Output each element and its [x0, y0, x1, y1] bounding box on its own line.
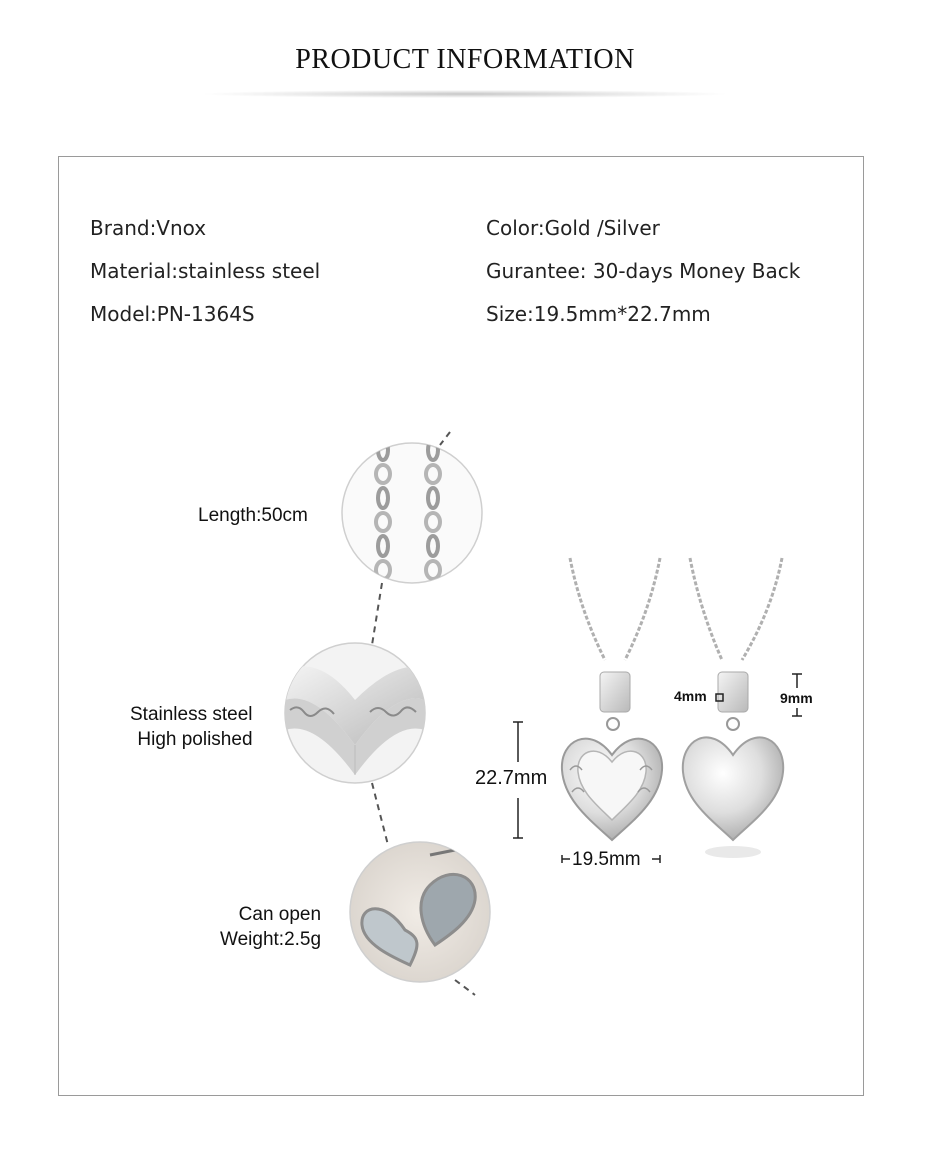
spec-guarantee: Gurantee: 30-days Money Back — [486, 259, 801, 283]
bail-height-dimension: 9mm — [780, 690, 813, 706]
spec-model: Model:PN-1364S — [90, 302, 255, 326]
bail-width-dimension: 4mm — [674, 688, 707, 704]
open-line-1: Can open — [238, 904, 322, 925]
back-heart-pendant — [683, 558, 783, 858]
spec-brand: Brand:Vnox — [90, 216, 207, 240]
chain-detail-circle — [342, 440, 482, 583]
front-heart-pendant — [562, 558, 662, 840]
open-locket-circle — [350, 842, 490, 982]
length-label — [198, 503, 308, 528]
page-title: PRODUCT INFORMATION — [295, 44, 635, 75]
steel-line-2: High polished — [137, 729, 253, 750]
width-dimension: 19.5mm — [572, 849, 641, 870]
spec-color: Color:Gold /Silver — [486, 216, 660, 240]
open-label — [220, 902, 321, 952]
spec-material: Material:stainless steel — [90, 259, 321, 283]
steel-label — [130, 702, 253, 752]
height-dimension: 22.7mm — [475, 767, 548, 789]
spec-size: Size:19.5mm*22.7mm — [486, 302, 711, 326]
length-text: Length:50cm — [198, 505, 308, 526]
steel-line-1: Stainless steel — [130, 704, 253, 725]
weight-line: Weight:2.5g — [220, 929, 322, 950]
polished-detail-circle — [285, 643, 425, 783]
